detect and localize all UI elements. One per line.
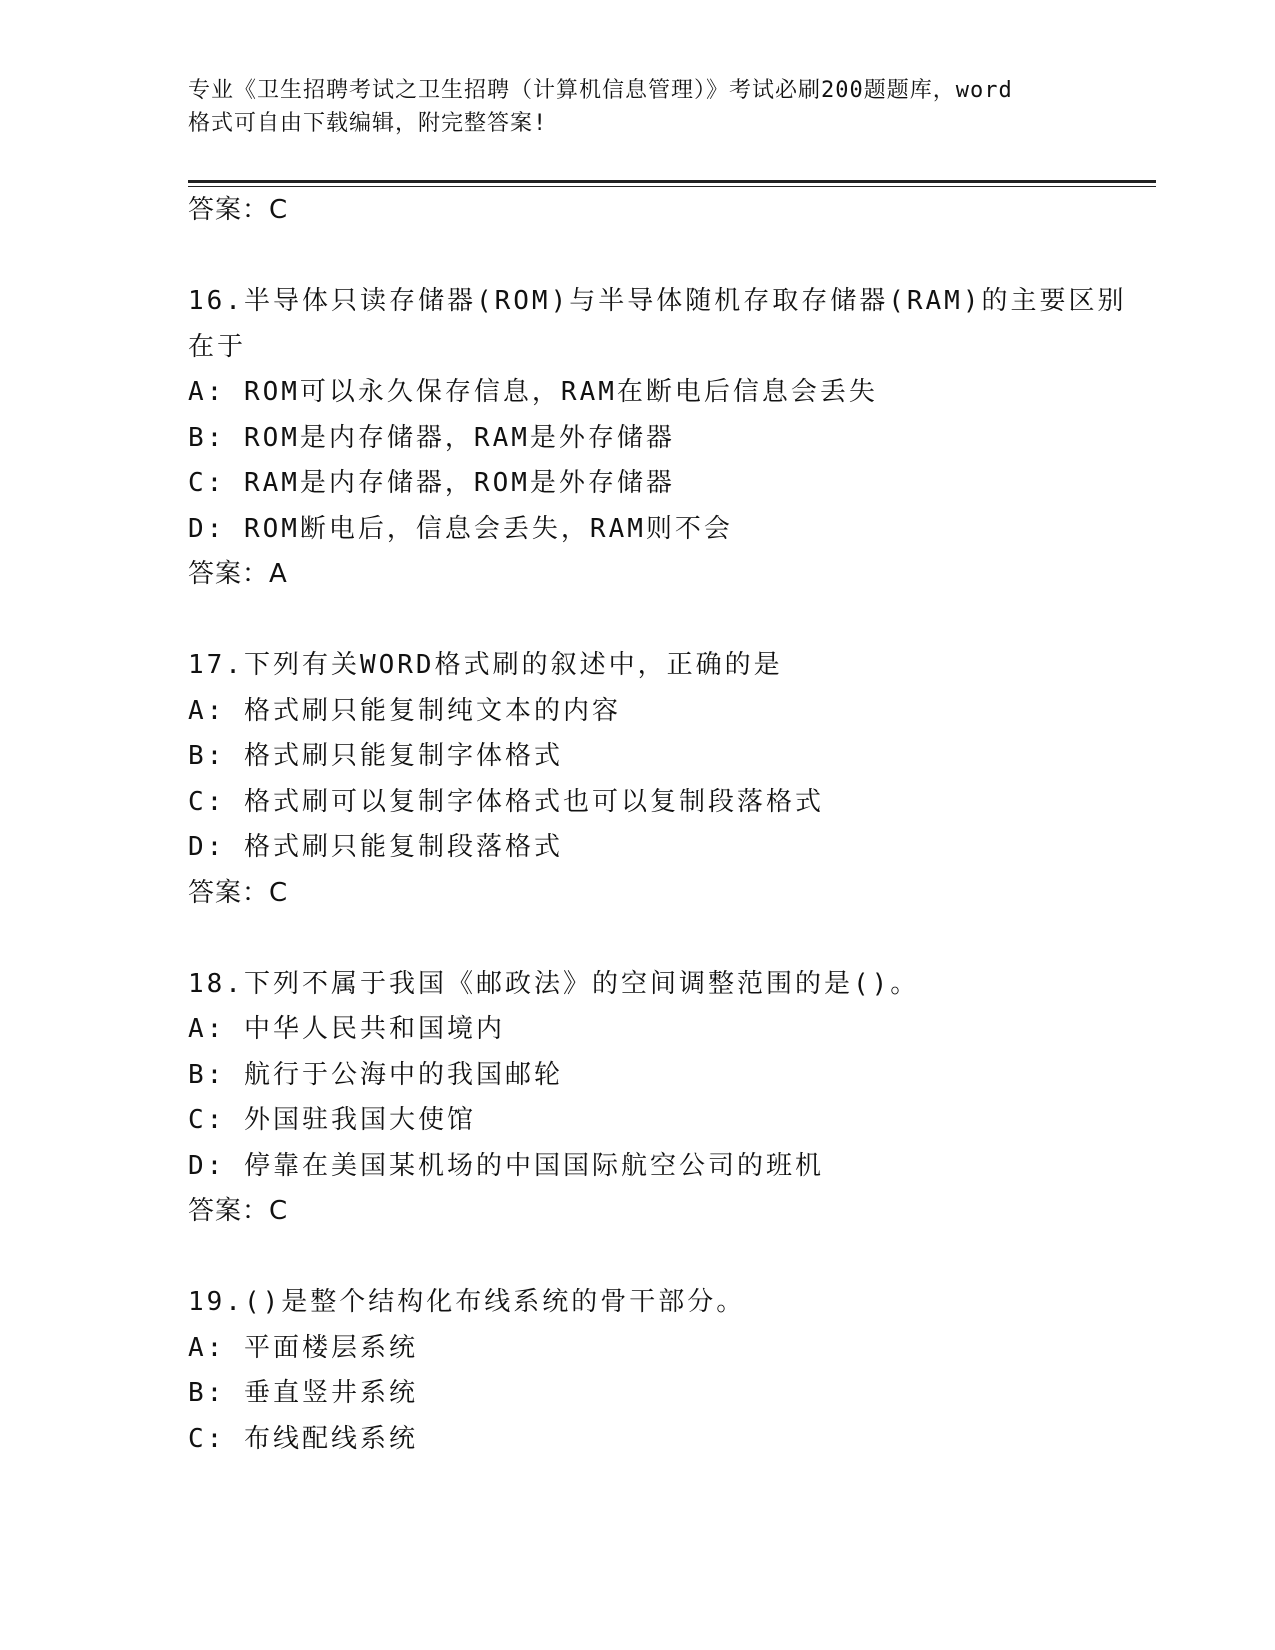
spacer: [188, 598, 1148, 644]
question-list: [188, 188, 1148, 1462]
document-header: [188, 74, 1108, 140]
question-stem: 18.下列不属于我国《邮政法》的空间调整范围的是()。: [188, 968, 920, 999]
header-line-1: 专业《卫生招聘考试之卫生招聘（计算机信息管理）》考试必刷200题题库，word: [188, 78, 1013, 103]
header-line-2: 格式可自由下载编辑，附完整答案!: [188, 111, 548, 136]
option-c: C: 外国驻我国大使馆: [188, 1105, 476, 1135]
option-a: A: 平面楼层系统: [188, 1332, 418, 1363]
spacer: [188, 1235, 1148, 1281]
question-18: [188, 962, 1148, 1235]
question-16: [188, 279, 1148, 598]
option-c: C: 布线配线系统: [188, 1423, 418, 1454]
option-d: D: ROM断电后，信息会丢失，RAM则不会: [188, 513, 733, 544]
answer-line: 答案：C: [188, 877, 289, 908]
spacer: [188, 234, 1148, 280]
header-rule-thick: [188, 180, 1156, 183]
question-stem: 19.()是整个结构化布线系统的骨干部分。: [188, 1287, 746, 1317]
answer-line: 答案：A: [188, 559, 288, 589]
option-c: C: RAM是内存储器，ROM是外存储器: [188, 468, 675, 498]
option-b: B: ROM是内存储器，RAM是外存储器: [188, 422, 675, 453]
option-a: A: 格式刷只能复制纯文本的内容: [188, 695, 621, 726]
question-17: [188, 643, 1148, 916]
header-rule-thin: [188, 186, 1156, 187]
option-a: A: ROM可以永久保存信息，RAM在断电后信息会丢失: [188, 377, 878, 407]
option-d: D: 停靠在美国某机场的中国国际航空公司的班机: [188, 1150, 824, 1181]
question-stem: 17.下列有关WORD格式刷的叙述中，正确的是: [188, 650, 783, 680]
option-b: B: 垂直竖井系统: [188, 1378, 418, 1408]
question-19: [188, 1280, 1148, 1462]
option-b: B: 航行于公海中的我国邮轮: [188, 1059, 563, 1090]
spacer: [188, 916, 1148, 962]
option-d: D: 格式刷只能复制段落格式: [188, 832, 563, 862]
option-c: C: 格式刷可以复制字体格式也可以复制段落格式: [188, 786, 824, 817]
question-stem-continued: 在于: [188, 331, 247, 362]
option-a: A: 中华人民共和国境内: [188, 1014, 505, 1044]
question-stem: 16.半导体只读存储器(ROM)与半导体随机存取存储器(RAM)的主要区别: [188, 286, 1127, 316]
answer-line: 答案：C: [188, 195, 289, 225]
option-b: B: 格式刷只能复制字体格式: [188, 741, 563, 771]
answer-line: 答案：C: [188, 1196, 289, 1226]
